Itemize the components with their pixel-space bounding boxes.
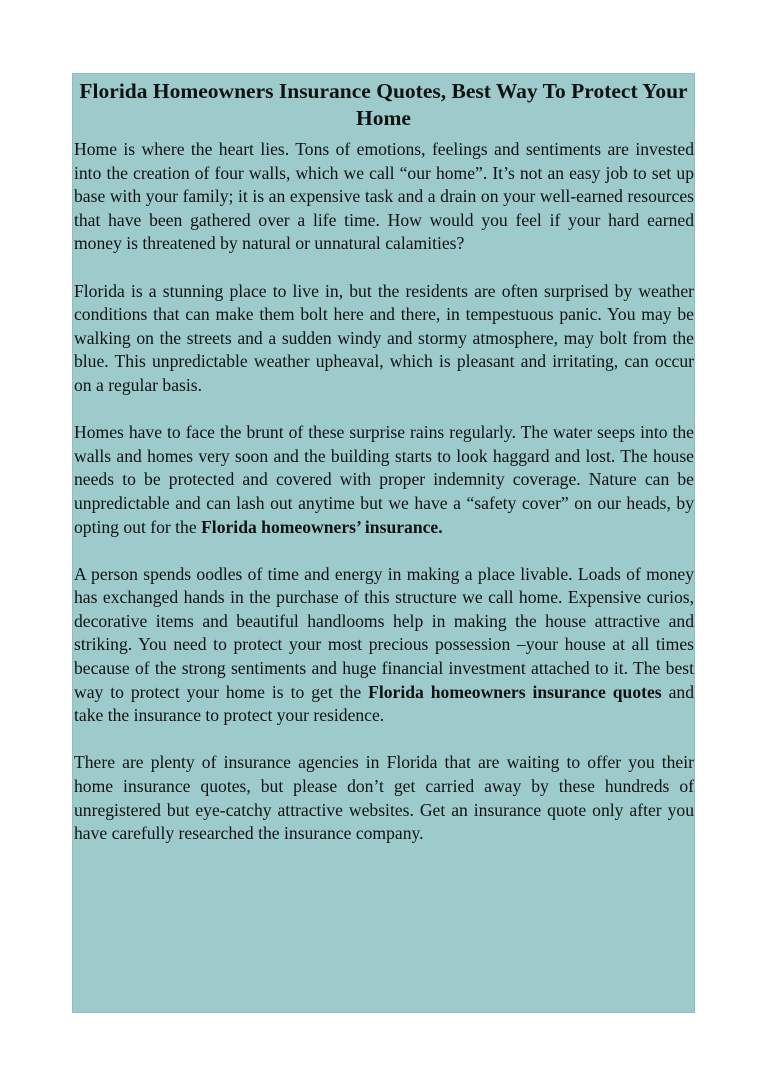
keyword-insurance-quotes: Florida homeowners insurance quotes [368, 681, 662, 702]
document-title: Florida Homeowners Insurance Quotes, Best Way To Protect Your Home [79, 79, 688, 130]
paragraph-weather: Florida is a stunning place to live in, but the residents are often surprised by weather conditions that can make them bolt here and there, in tempestuous panic. You may be walking on the streets and a sudden windy and stormy atmosphere, may bolt from the blue. This unpredictable weather upheaval, which is pleasant and irritating, can occur on a regular basis. [74, 280, 694, 395]
paragraph-investment [74, 563, 694, 728]
keyword-florida-homeowners-insurance: Florida homeowners’ insurance. [201, 516, 443, 537]
paragraph-rains-text: Homes have to face the brunt of these surprise rains regularly. The water seeps into the walls and homes very soon and the building starts to look haggard and lost. The house needs to be protected and covered with proper indemnity coverage. Nature can be unpredictable and can lash out anytime but we have a “safety cover” on our heads, by opting out for the [74, 422, 694, 537]
paragraph-intro: Home is where the heart lies. Tons of emotions, feelings and sentiments are invested into the creation of four walls, which we call “our home”. It’s not an easy job to set up base with your family; it is an expensive task and a drain on your well-earned resources that have been gathered over a life time. How would you feel if your hard earned money is threatened by natural or unnatural calamities? [74, 139, 694, 254]
paragraph-investment-text: A person spends oodles of time and energy in making a place livable. Loads of money has exchanged hands in the purchase of this structure we call home. Expensive curios, decorative items and beautiful handlooms help in making the house attractive and striking. You need to protect your most precious possession –your house at all times because of the strong sentiments and huge financial investment attached to it. The best way to protect your home is to get the [74, 563, 694, 702]
document-panel [72, 73, 695, 1013]
paragraph-rains [74, 421, 694, 539]
paragraph-agencies: There are plenty of insurance agencies in Florida that are waiting to offer you their home insurance quotes, but please don’t get carried away by these hundreds of unregistered but eye-catchy attractive websites. Get an insurance quote only after you have carefully researched the insurance company. [74, 752, 694, 844]
document-body [73, 138, 694, 846]
paragraph-investment-tail: and take the insurance to protect your residence. [74, 681, 694, 726]
